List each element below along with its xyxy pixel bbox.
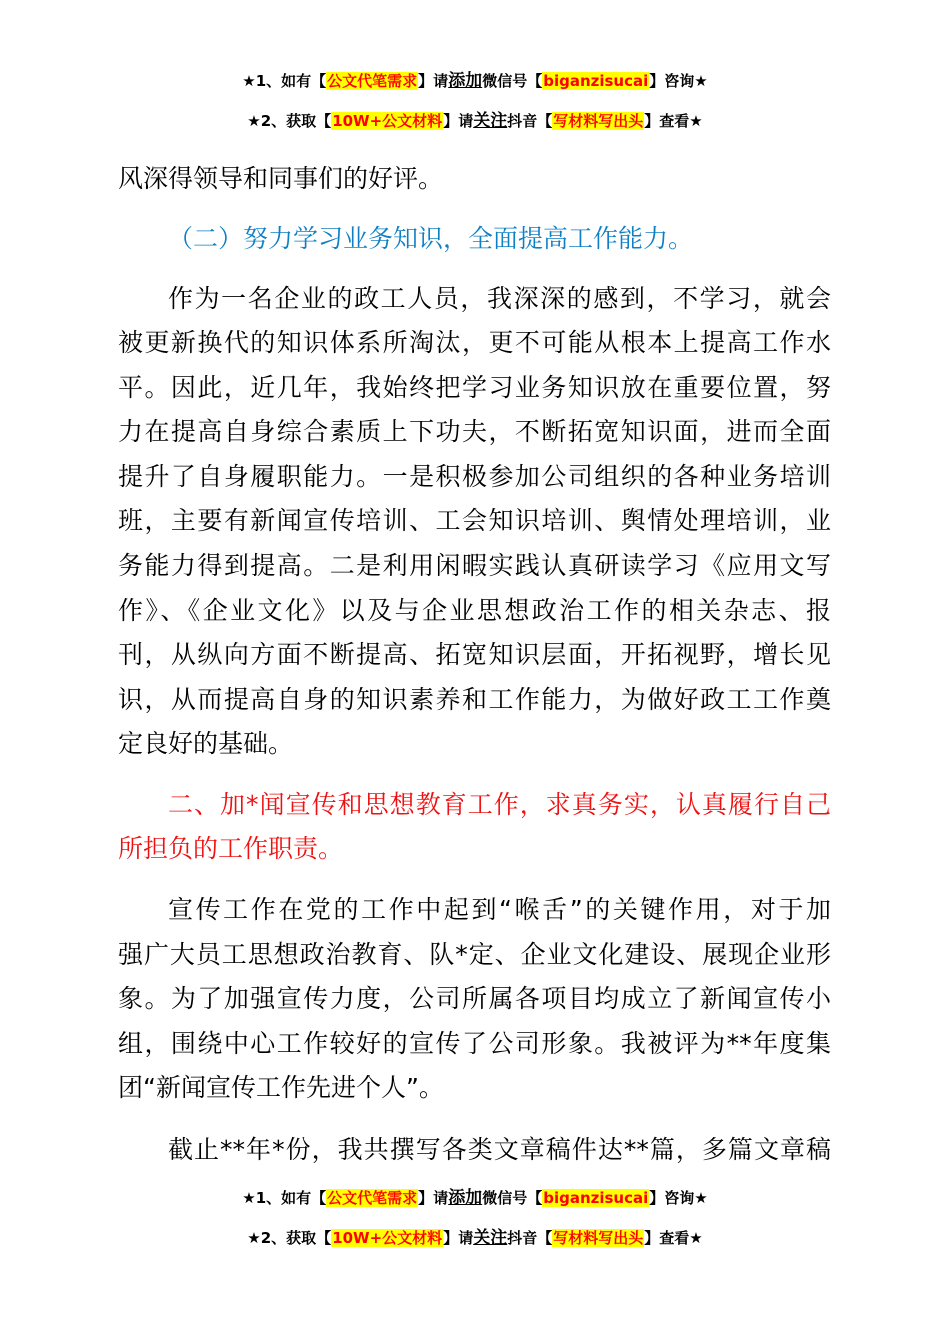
top-banner-line-1	[0, 69, 950, 93]
paragraph-line: 力在提高自身综合素质上下功夫，不断拓宽知识面，进而全面	[118, 417, 831, 446]
paragraph-line: 团“新闻宣传工作先进个人”。	[118, 1073, 444, 1102]
bottom-banner-line-2	[0, 1226, 950, 1250]
banner-text: 微信号【	[482, 72, 543, 90]
banner-emphasis: 添加	[448, 1188, 483, 1208]
paragraph-line: 强广大员工思想政治教育、队*定、企业文化建设、展现企业形	[118, 940, 831, 969]
heading-line: 二、加*闻宣传和思想教育工作，求真务实，认真履行自己	[168, 790, 831, 819]
paragraph-line: 刊，从纵向方面不断提高、拓宽知识层面，开拓视野，增长见	[118, 640, 831, 669]
paragraph-line: 提升了自身履职能力。一是积极参加公司组织的各种业务培训	[118, 462, 831, 491]
banner-text: 】咨询★	[649, 1189, 708, 1207]
banner-emphasis: 关注	[473, 111, 508, 131]
continuation-line: 风深得领导和同事们的好评。	[118, 164, 444, 193]
paragraph-line: 宣传工作在党的工作中起到“喉舌”的关键作用，对于加	[168, 895, 831, 924]
banner-highlight: 10W+公文材料	[332, 112, 443, 130]
banner-text: ★2、获取【	[247, 1229, 332, 1247]
paragraph-line: 组，围绕中心工作较好的宣传了公司形象。我被评为**年度集	[118, 1029, 831, 1058]
banner-text: 微信号【	[482, 1189, 543, 1207]
banner-text: 】请	[418, 72, 449, 90]
paragraph-line: 作》、《企业文化》以及与企业思想政治工作的相关杂志、报	[118, 596, 831, 625]
banner-text: 】请	[443, 112, 474, 130]
banner-text: 】请	[418, 1189, 449, 1207]
paragraph-line: 班，主要有新闻宣传培训、工会知识培训、舆情处理培训，业	[118, 506, 831, 535]
top-banner-line-2	[0, 109, 950, 133]
banner-emphasis: 添加	[448, 71, 483, 91]
banner-text: 】请	[443, 1229, 474, 1247]
banner-highlight: 写材料写出头	[553, 112, 644, 130]
banner-text: 】查看★	[644, 112, 703, 130]
banner-text: ★1、如有【	[242, 1189, 327, 1207]
banner-text: 抖音【	[507, 112, 553, 130]
heading-line: 所担负的工作职责。	[118, 834, 344, 863]
paragraph-line: 被更新换代的知识体系所淘汰，更不可能从根本上提高工作水	[118, 328, 831, 357]
banner-highlight: biganzisucai	[543, 72, 649, 90]
banner-highlight: 10W+公文材料	[332, 1229, 443, 1247]
paragraph-line: 务能力得到提高。二是利用闲暇实践认真研读学习《应用文写	[118, 551, 831, 580]
paragraph-line: 平。因此，近几年，我始终把学习业务知识放在重要位置，努	[118, 373, 831, 402]
subheading: （二）努力学习业务知识，全面提高工作能力。	[168, 224, 694, 253]
banner-text: 】查看★	[644, 1229, 703, 1247]
banner-text: 抖音【	[507, 1229, 553, 1247]
banner-text: ★2、获取【	[247, 112, 332, 130]
bottom-banner-line-1	[0, 1186, 950, 1210]
banner-text: 】咨询★	[649, 72, 708, 90]
banner-emphasis: 关注	[473, 1228, 508, 1248]
banner-highlight: 公文代笔需求	[327, 1189, 418, 1207]
paragraph-line: 象。为了加强宣传力度，公司所属各项目均成立了新闻宣传小	[118, 984, 831, 1013]
banner-highlight: 写材料写出头	[553, 1229, 644, 1247]
banner-highlight: biganzisucai	[543, 1189, 649, 1207]
banner-highlight: 公文代笔需求	[327, 72, 418, 90]
banner-text: ★1、如有【	[242, 72, 327, 90]
paragraph-line: 截止**年*份，我共撰写各类文章稿件达**篇，多篇文章稿	[168, 1135, 831, 1164]
paragraph-line: 作为一名企业的政工人员，我深深的感到，不学习，就会	[168, 284, 831, 313]
paragraph-line: 定良好的基础。	[118, 729, 294, 758]
paragraph-line: 识，从而提高自身的知识素养和工作能力，为做好政工工作奠	[118, 685, 831, 714]
